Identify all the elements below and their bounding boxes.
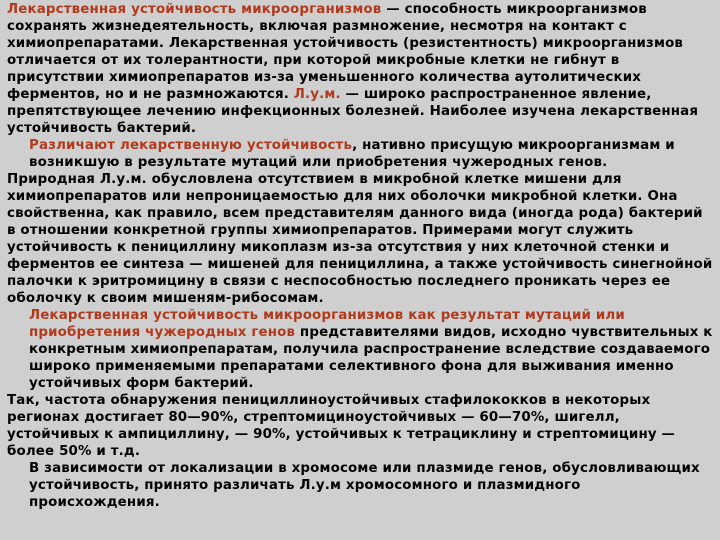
text-run: представителями видов, исходно чувствительных к конкретным химиопрепаратам, получила распространение вследствие создаваемого широко применяемыми препаратами селективного фона для выживания именно устойчивых форм бактерий. xyxy=(29,325,713,391)
text-run: Так, частота обнаружения пенициллиноустойчивых стафилококков в некоторых регионах достигает 80—90%, стрептомициноустойчивых — 60—70%, шигелл, устойчивых к ампициллину, — 90%, устойчивых к тетрациклину и стрептомицину — более 50% и т.д. xyxy=(7,393,676,459)
text-run: В зависимости от локализации в хромосоме или плазмиде генов, обусловливающих устойчивость, принято различать Л.у.м хромосомного и плазмидного происхождения. xyxy=(29,461,700,510)
term-highlight: Л.у.м. xyxy=(293,87,341,102)
term-highlight: Лекарственная устойчивость микроорганизмов как результат мутаций или приобретения чужеродных генов xyxy=(29,308,625,340)
text-run: — широко распространенное явление, препятствующее лечению инфекционных болезней. Наиболее изучена лекарственная устойчивость бактерий. xyxy=(7,87,699,136)
paragraph-natural-resistance xyxy=(7,171,713,307)
paragraph-localization xyxy=(7,460,713,511)
text-run: — способность микроорганизмов сохранять жизнедеятельность, включая размножение, несмотря на контакт с химиопрепаратами. Лекарственная устойчивость (резистентность) микроорганизмов отличается от их толерантности, при которой микробные клетки не гибнут в присутствии химиопрепаратов из-за уменьшенного количества аутолитических ферментов, но и не размножаются. xyxy=(7,2,684,102)
text-run: , нативно присущую микроорганизмам и возникшую в результате мутаций или приобретения чужеродных генов. xyxy=(29,138,675,170)
term-highlight: Лекарственная устойчивость микроорганизмов xyxy=(7,2,382,17)
paragraph-definition xyxy=(7,1,713,137)
text-run: Природная Л.у.м. обусловлена отсутствием в микробной клетке мишени для химиопрепаратов или непроницаемостью для них оболочки микробной клетки. Она свойственна, как правило, всем представителям данного вида (иногда рода) бактерий в отношении конкретной группы химиопрепаратов. Примерами могут служить устойчивость к пенициллину микоплазм из-за отсутствия у них клеточной стенки и ферментов ее синтеза — мишеней для пенициллина, а также устойчивость синегнойной палочки к эритромицину в связи с неспособностью последнего проникать через ее оболочку к своим мишеням-рибосомам. xyxy=(7,172,713,306)
paragraph-acquired-resistance xyxy=(7,307,713,392)
term-highlight: Различают лекарственную устойчивость xyxy=(29,138,353,153)
paragraph-types xyxy=(7,137,713,171)
paragraph-statistics xyxy=(7,392,713,460)
body-text xyxy=(7,1,713,511)
